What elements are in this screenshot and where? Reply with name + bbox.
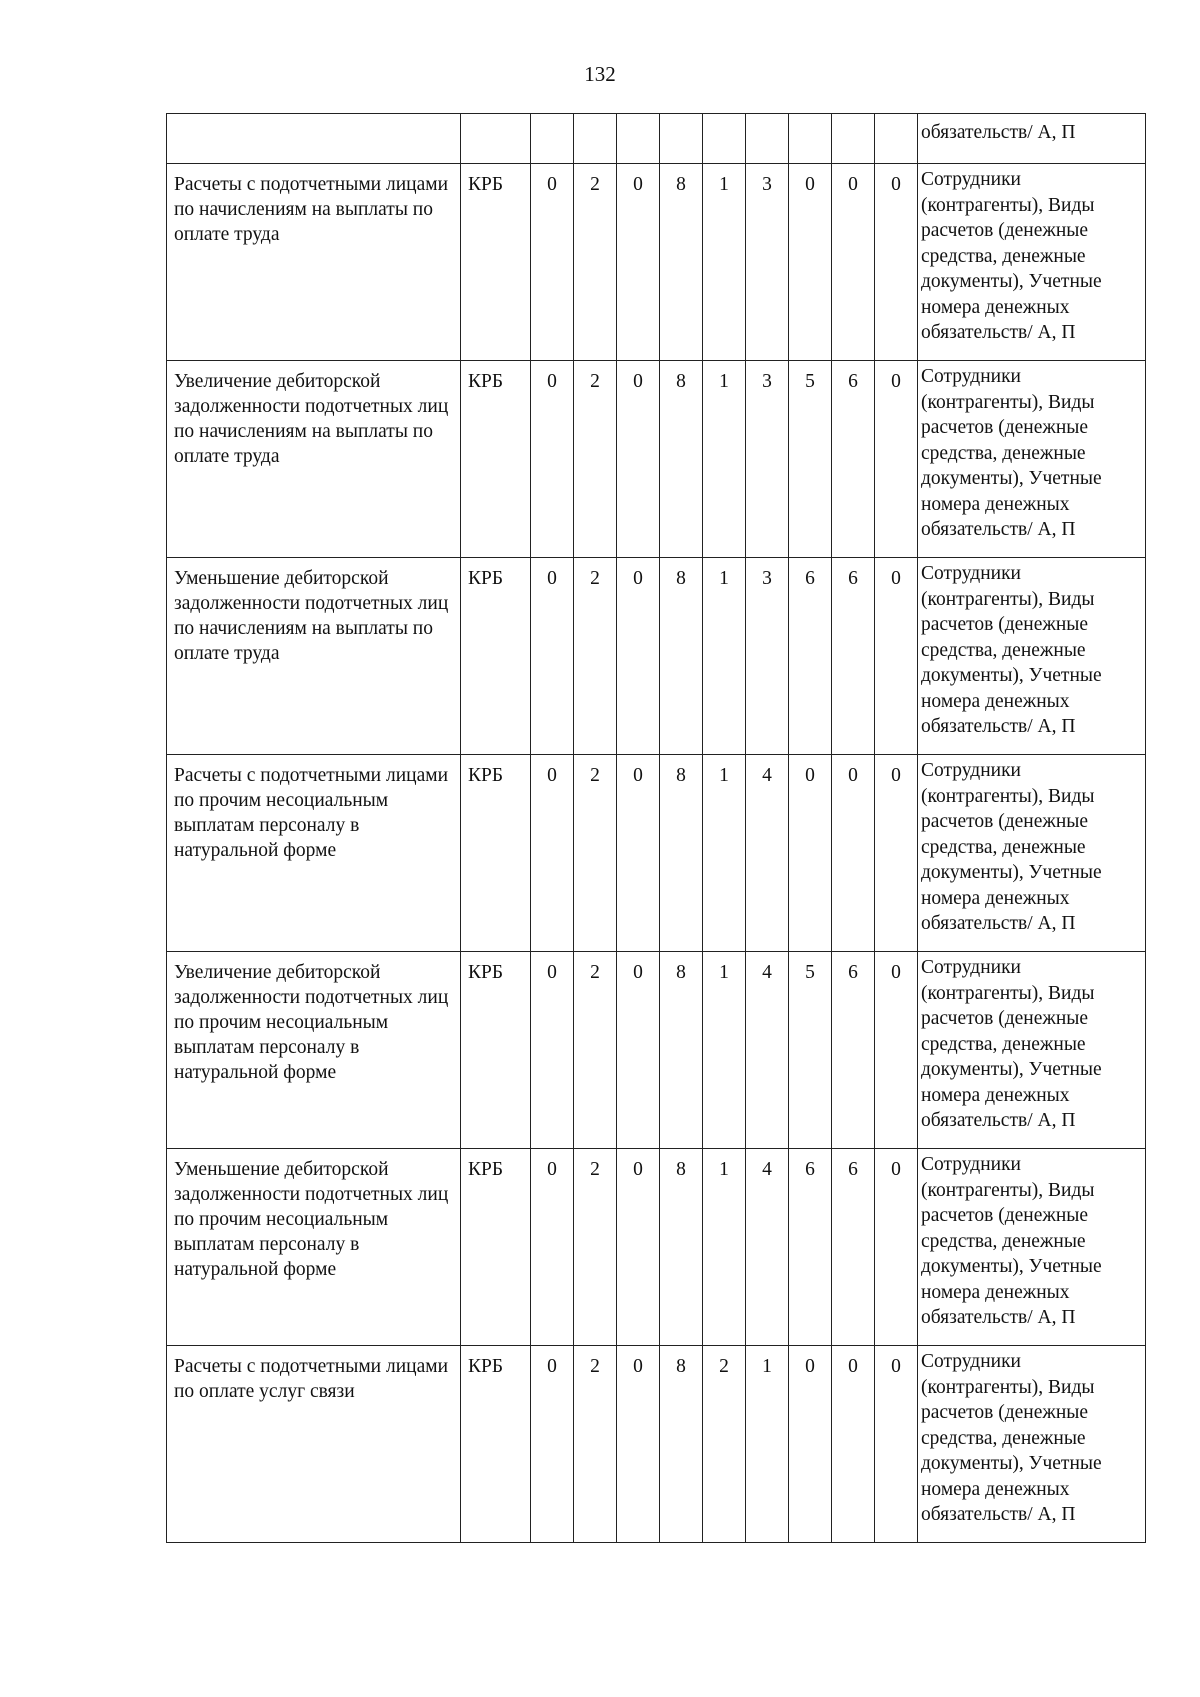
account-digit-cell: 2	[574, 952, 617, 1149]
account-digit-cell: 0	[832, 1346, 875, 1543]
budget-cell	[461, 114, 531, 164]
account-digit-cell: 4	[746, 755, 789, 952]
table-row	[167, 164, 1146, 361]
account-digit-cell: 8	[660, 361, 703, 558]
account-digit-cell: 6	[832, 952, 875, 1149]
table-row	[167, 755, 1146, 952]
account-digit-cell: 0	[875, 1149, 918, 1346]
analytics-cell: Сотрудники (контрагенты), Виды расчетов (денежные средства, денежные документы), Учетные номера денежных обязательств/ А, П	[918, 1346, 1146, 1543]
account-digit-cell: 8	[660, 1149, 703, 1346]
analytics-cell: Сотрудники (контрагенты), Виды расчетов (денежные средства, денежные документы), Учетные номера денежных обязательств/ А, П	[918, 952, 1146, 1149]
account-digit-cell: 3	[746, 164, 789, 361]
continued-row	[167, 114, 1146, 164]
table-row	[167, 952, 1146, 1149]
account-digit-cell: 2	[574, 164, 617, 361]
account-digit-cell: 8	[660, 558, 703, 755]
table-row	[167, 361, 1146, 558]
account-digit-cell: 1	[703, 164, 746, 361]
account-digit-cell: 1	[703, 755, 746, 952]
table-row	[167, 1149, 1146, 1346]
account-digit-cell: 8	[660, 952, 703, 1149]
account-digit-cell: 0	[875, 952, 918, 1149]
accounts-table	[166, 113, 1146, 1543]
account-digit-cell: 0	[531, 1149, 574, 1346]
account-digit-cell: 2	[703, 1346, 746, 1543]
account-digit-cell: 4	[746, 952, 789, 1149]
account-digit-cell: 0	[531, 361, 574, 558]
account-digit-cell: 0	[617, 755, 660, 952]
budget-cell: КРБ	[461, 164, 531, 361]
analytics-cell: Сотрудники (контрагенты), Виды расчетов (денежные средства, денежные документы), Учетные номера денежных обязательств/ А, П	[918, 558, 1146, 755]
account-name-cell: Увеличение дебиторской задолженности подотчетных лиц по прочим несоциальным выплатам персоналу в натуральной форме	[167, 952, 461, 1149]
account-name-cell: Уменьшение дебиторской задолженности подотчетных лиц по прочим несоциальным выплатам персоналу в натуральной форме	[167, 1149, 461, 1346]
account-digit-cell: 6	[832, 1149, 875, 1346]
account-digit-cell: 0	[531, 1346, 574, 1543]
account-digit-cell: 6	[789, 1149, 832, 1346]
account-digit-cell: 0	[617, 1346, 660, 1543]
account-digit-cell: 8	[660, 755, 703, 952]
budget-cell: КРБ	[461, 1346, 531, 1543]
account-digit-cell: 5	[789, 361, 832, 558]
budget-cell: КРБ	[461, 558, 531, 755]
account-digit-cell: 3	[746, 558, 789, 755]
analytics-cell: Сотрудники (контрагенты), Виды расчетов (денежные средства, денежные документы), Учетные номера денежных обязательств/ А, П	[918, 164, 1146, 361]
account-name-cell: Расчеты с подотчетными лицами по прочим несоциальным выплатам персоналу в натуральной форме	[167, 755, 461, 952]
analytics-cell: Сотрудники (контрагенты), Виды расчетов (денежные средства, денежные документы), Учетные номера денежных обязательств/ А, П	[918, 1149, 1146, 1346]
budget-cell: КРБ	[461, 952, 531, 1149]
account-digit-cell: 8	[660, 1346, 703, 1543]
analytics-cell: Сотрудники (контрагенты), Виды расчетов (денежные средства, денежные документы), Учетные номера денежных обязательств/ А, П	[918, 361, 1146, 558]
account-digit-cell: 2	[574, 361, 617, 558]
analytics-cell: Сотрудники (контрагенты), Виды расчетов (денежные средства, денежные документы), Учетные номера денежных обязательств/ А, П	[918, 755, 1146, 952]
budget-cell: КРБ	[461, 755, 531, 952]
account-digit-cell: 5	[789, 952, 832, 1149]
analytics-cell: обязательств/ А, П	[918, 114, 1146, 164]
account-name-cell: Расчеты с подотчетными лицами по начислениям на выплаты по оплате труда	[167, 164, 461, 361]
account-digit-cell: 1	[703, 952, 746, 1149]
account-name-cell: Уменьшение дебиторской задолженности подотчетных лиц по начислениям на выплаты по оплате труда	[167, 558, 461, 755]
account-digit-cell: 2	[574, 1346, 617, 1543]
account-digit-cell: 0	[617, 558, 660, 755]
account-digit-cell: 0	[832, 755, 875, 952]
table-row	[167, 558, 1146, 755]
account-name-cell: Расчеты с подотчетными лицами по оплате услуг связи	[167, 1346, 461, 1543]
account-digit-cell: 0	[875, 558, 918, 755]
account-digit-cell: 1	[703, 1149, 746, 1346]
account-digit-cell: 0	[875, 755, 918, 952]
account-digit-cell: 0	[531, 558, 574, 755]
account-name-cell	[167, 114, 461, 164]
account-digit-cell: 6	[789, 558, 832, 755]
account-digit-cell: 1	[746, 1346, 789, 1543]
page-number: 132	[584, 62, 616, 86]
account-digit-cell: 1	[703, 558, 746, 755]
account-digit-cell: 2	[574, 755, 617, 952]
account-digit-cell: 0	[617, 952, 660, 1149]
account-digit-cell: 1	[703, 361, 746, 558]
account-digit-cell: 0	[531, 952, 574, 1149]
account-digit-cell: 4	[746, 1149, 789, 1346]
account-digit-cell: 0	[875, 361, 918, 558]
account-digit-cell: 6	[832, 361, 875, 558]
account-digit-cell: 0	[789, 1346, 832, 1543]
account-digit-cell: 3	[746, 361, 789, 558]
account-digit-cell: 0	[531, 755, 574, 952]
account-digit-cell: 2	[574, 558, 617, 755]
account-digit-cell: 0	[617, 164, 660, 361]
account-digit-cell: 8	[660, 164, 703, 361]
account-digit-cell: 0	[531, 164, 574, 361]
account-digit-cell: 0	[789, 755, 832, 952]
account-digit-cell: 0	[875, 164, 918, 361]
account-digit-cell: 0	[617, 1149, 660, 1346]
budget-cell: КРБ	[461, 1149, 531, 1346]
account-digit-cell: 0	[617, 361, 660, 558]
account-digit-cell: 6	[832, 558, 875, 755]
account-digit-cell: 0	[789, 164, 832, 361]
account-digit-cell: 0	[875, 1346, 918, 1543]
account-digit-cell: 0	[832, 164, 875, 361]
account-name-cell: Увеличение дебиторской задолженности подотчетных лиц по начислениям на выплаты по оплате труда	[167, 361, 461, 558]
table-row	[167, 1346, 1146, 1543]
account-digit-cell: 2	[574, 1149, 617, 1346]
budget-cell: КРБ	[461, 361, 531, 558]
